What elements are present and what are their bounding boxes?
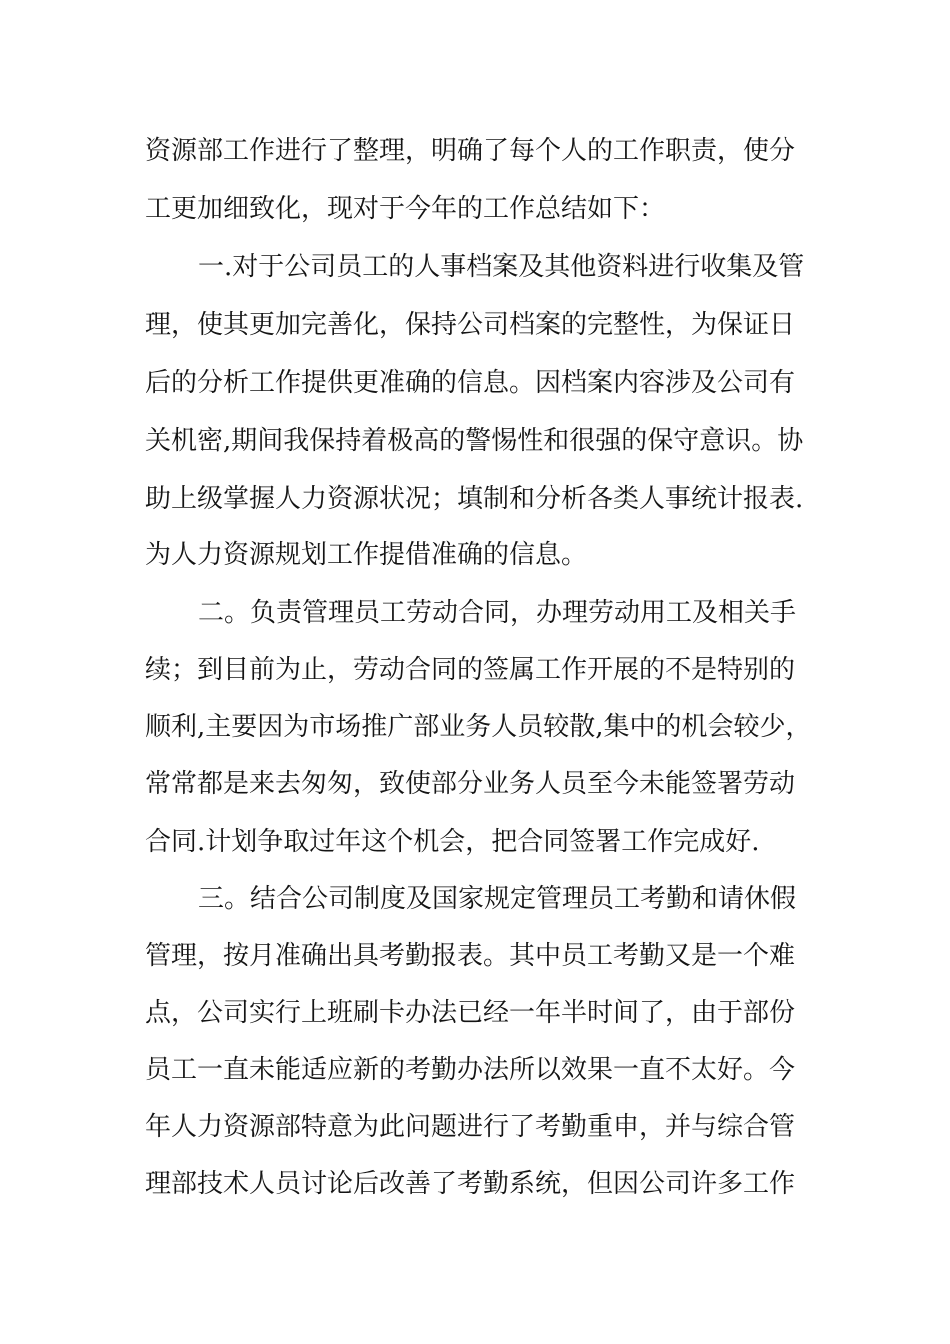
text-line: 理，使其更加完善化，保持公司档案的完整性，为保证日 [145, 310, 796, 340]
text-line: 合同.计划争取过年这个机会，把合同签署工作完成好. [145, 827, 760, 857]
text-line: 关机密,期间我保持着极高的警惕性和很强的保守意识。协 [145, 426, 804, 456]
text-line: 为人力资源规划工作提借准确的信息。 [145, 540, 588, 570]
text-line: 员工一直未能适应新的考勤办法所以效果一直不太好。今 [145, 1055, 796, 1085]
text-line: 后的分析工作提供更准确的信息。因档案内容涉及公司有 [145, 368, 796, 398]
text-line: 管理，按月准确出具考勤报表。其中员工考勤又是一个难 [145, 941, 796, 971]
paragraph-1-start: 一.对于公司员工的人事档案及其他资料进行收集及管 [198, 252, 805, 282]
text-line: 工更加细致化，现对于今年的工作总结如下： [145, 194, 666, 224]
text-line: 资源部工作进行了整理，明确了每个人的工作职责，使分 [145, 136, 796, 166]
text-line: 顺利,主要因为市场推广部业务人员较散,集中的机会较少， [145, 712, 812, 742]
text-line: 常常都是来去匆匆，致使部分业务人员至今未能签署劳动 [145, 769, 796, 799]
paragraph-3-start: 三。结合公司制度及国家规定管理员工考勤和请休假 [198, 884, 797, 914]
paragraph-2-start: 二。负责管理员工劳动合同，办理劳动用工及相关手 [198, 598, 797, 628]
text-line: 续；到目前为止，劳动合同的签属工作开展的不是特别的 [145, 655, 796, 685]
text-line: 年人力资源部特意为此问题进行了考勤重申，并与综合管 [145, 1112, 796, 1142]
text-line: 点，公司实行上班刷卡办法已经一年半时间了，由于部份 [145, 998, 796, 1028]
text-line: 理部技术人员讨论后改善了考勤系统，但因公司许多工作 [145, 1169, 796, 1199]
text-line: 助上级掌握人力资源状况；填制和分析各类人事统计报表. [145, 484, 804, 514]
